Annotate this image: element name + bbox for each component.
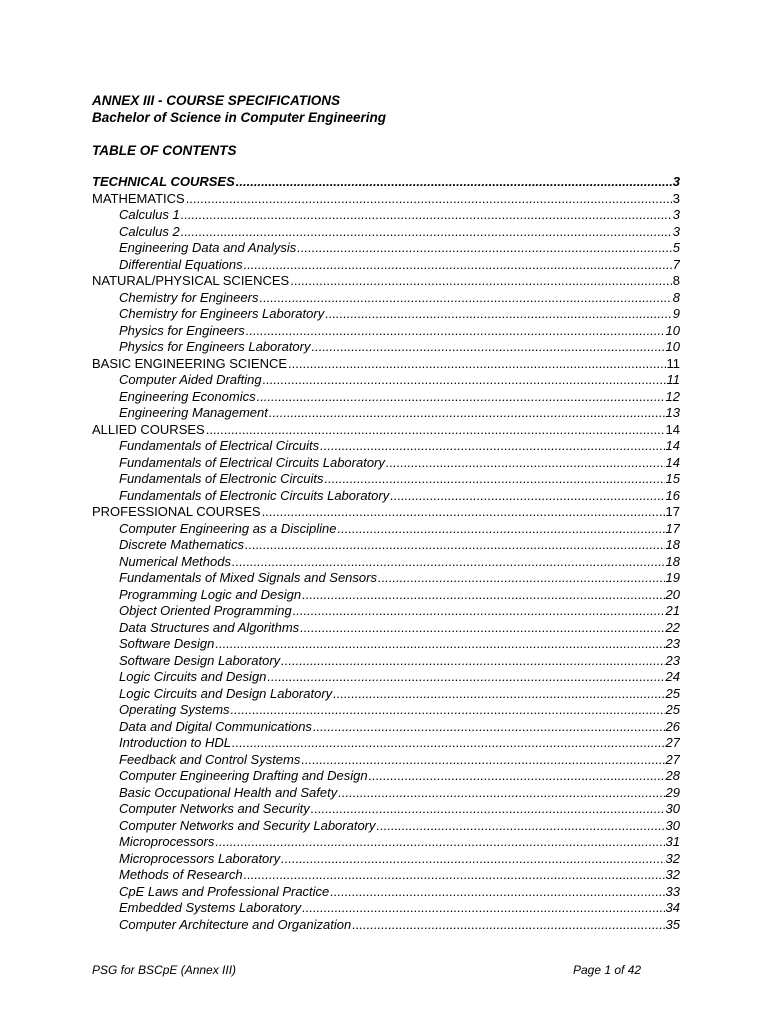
- toc-section[interactable]: [92, 422, 680, 439]
- toc-entry-title: MATHEMATICS: [92, 190, 185, 206]
- toc-entry[interactable]: [92, 306, 680, 323]
- dot-leader: [369, 768, 665, 785]
- toc-entry-title: PROFESSIONAL COURSES: [92, 504, 261, 519]
- dot-leader: [290, 273, 672, 290]
- toc-entry-title: Calculus 2: [119, 223, 180, 239]
- toc-entry-page: 10: [665, 339, 680, 354]
- toc-entry-title: Physics for Engineers Laboratory: [119, 339, 311, 354]
- toc-section[interactable]: [92, 504, 680, 521]
- toc-entry[interactable]: [92, 719, 680, 736]
- toc-entry-title: Feedback and Control Systems: [119, 751, 301, 767]
- toc-entry-page: 27: [665, 751, 680, 767]
- dot-leader: [215, 834, 664, 851]
- toc-entry-title: Data and Digital Communications: [119, 718, 312, 734]
- toc-entry-title: Computer Architecture and Organization: [119, 916, 352, 932]
- toc-entry[interactable]: [92, 570, 680, 587]
- toc-entry-title: Numerical Methods: [119, 553, 231, 569]
- dot-leader: [263, 372, 666, 389]
- toc-entry-title: Computer Engineering Drafting and Design: [119, 768, 368, 783]
- toc-entry-page: 19: [665, 570, 680, 585]
- toc-entry-page: 8: [672, 289, 680, 305]
- dot-leader: [257, 389, 665, 406]
- toc-entry[interactable]: [92, 702, 680, 719]
- toc-entry[interactable]: [92, 801, 680, 818]
- toc-entry[interactable]: [92, 438, 680, 455]
- dot-leader: [215, 636, 664, 653]
- toc-entry-page: 30: [665, 817, 680, 833]
- toc-entry-title: Fundamentals of Electrical Circuits: [119, 438, 320, 453]
- toc-section[interactable]: [92, 356, 680, 373]
- toc-entry-title: Chemistry for Engineers: [119, 289, 259, 305]
- footer-document-label: PSG for BSCpE (Annex III): [92, 963, 237, 977]
- toc-entry-page: 18: [665, 553, 680, 569]
- dot-leader: [302, 900, 664, 917]
- toc-entry[interactable]: [92, 224, 680, 241]
- toc-entry[interactable]: [92, 735, 680, 752]
- toc-entry[interactable]: [92, 339, 680, 356]
- toc-entry[interactable]: [92, 603, 680, 620]
- toc-entry-page: 20: [665, 586, 680, 602]
- toc-entry[interactable]: [92, 537, 680, 554]
- toc-entry-title: Basic Occupational Health and Safety: [119, 784, 338, 800]
- toc-entry-title: Fundamentals of Electronic Circuits: [119, 471, 324, 486]
- toc-entry-page: 35: [665, 916, 680, 932]
- toc-entry-page: 30: [665, 801, 680, 816]
- toc-entry-page: 13: [665, 405, 680, 420]
- program-title: Bachelor of Science in Computer Engineering: [92, 110, 387, 125]
- annex-title: ANNEX III - COURSE SPECIFICATIONS: [92, 93, 341, 108]
- toc-entry-page: 27: [665, 735, 680, 750]
- toc-entry-title: NATURAL/PHYSICAL SCIENCES: [92, 273, 290, 288]
- toc-entry-page: 3: [672, 190, 680, 206]
- toc-entry-page: 23: [665, 636, 680, 651]
- dot-leader: [297, 240, 671, 257]
- toc-entry-title: Logic Circuits and Design Laboratory: [119, 685, 333, 701]
- dot-leader: [231, 702, 665, 719]
- toc-entry-page: 16: [665, 487, 680, 503]
- toc-entry-page: 32: [665, 850, 680, 866]
- toc-entry-title: Engineering Data and Analysis: [119, 240, 297, 255]
- toc-entry-page: 8: [672, 273, 680, 288]
- toc-entry[interactable]: [92, 290, 680, 307]
- dot-leader: [181, 207, 672, 224]
- toc-entry[interactable]: [92, 488, 680, 505]
- toc-top-section[interactable]: [92, 174, 680, 191]
- toc-entry[interactable]: [92, 867, 680, 884]
- dot-leader: [293, 603, 665, 620]
- toc-entry-title: Microprocessors Laboratory: [119, 850, 281, 866]
- toc-entry-page: 17: [665, 504, 680, 519]
- dot-leader: [301, 752, 664, 769]
- toc-entry-page: 22: [665, 619, 680, 635]
- toc-entry-title: Fundamentals of Mixed Signals and Sensors: [119, 570, 377, 585]
- dot-leader: [338, 521, 665, 538]
- toc-entry-page: 18: [665, 537, 680, 552]
- toc-entry-title: Data Structures and Algorithms: [119, 619, 300, 635]
- toc-entry[interactable]: [92, 257, 680, 274]
- toc-entry-page: 7: [672, 256, 680, 272]
- toc-entry-title: Calculus 1: [119, 207, 180, 222]
- toc-entry-title: Operating Systems: [119, 702, 230, 717]
- toc-entry-page: 26: [665, 718, 680, 734]
- toc-entry-title: Introduction to HDL: [119, 735, 232, 750]
- toc-entry-title: Discrete Mathematics: [119, 537, 244, 552]
- toc-entry[interactable]: [92, 686, 680, 703]
- toc-entry[interactable]: [92, 900, 680, 917]
- toc-entry-page: 14: [665, 454, 680, 470]
- toc-entry-page: 10: [665, 322, 680, 338]
- table-of-contents: [92, 174, 680, 933]
- toc-entry-title: TECHNICAL COURSES: [92, 174, 235, 189]
- toc-entry-page: 14: [665, 421, 680, 437]
- toc-entry-page: 14: [665, 438, 680, 453]
- toc-entry-title: Differential Equations: [119, 256, 243, 272]
- toc-entry-title: Physics for Engineers: [119, 322, 245, 338]
- dot-leader: [288, 356, 665, 373]
- dot-leader: [320, 438, 664, 455]
- toc-entry[interactable]: [92, 636, 680, 653]
- toc-entry[interactable]: [92, 834, 680, 851]
- toc-entry-title: Computer Engineering as a Discipline: [119, 520, 337, 536]
- dot-leader: [246, 323, 665, 340]
- dot-leader: [206, 422, 665, 439]
- dot-leader: [181, 224, 672, 241]
- dot-leader: [333, 686, 664, 703]
- toc-entry[interactable]: [92, 768, 680, 785]
- toc-entry[interactable]: [92, 521, 680, 538]
- toc-entry-title: Software Design Laboratory: [119, 652, 281, 668]
- dot-leader: [313, 719, 665, 736]
- toc-entry-title: Computer Networks and Security Laboratory: [119, 817, 376, 833]
- toc-entry-title: Chemistry for Engineers Laboratory: [119, 306, 325, 321]
- toc-entry-page: 33: [665, 883, 680, 899]
- dot-leader: [378, 570, 665, 587]
- toc-entry-page: 25: [665, 702, 680, 717]
- dot-leader: [324, 471, 664, 488]
- toc-entry-page: 31: [665, 834, 680, 849]
- toc-entry[interactable]: [92, 471, 680, 488]
- dot-leader: [390, 488, 664, 505]
- dot-leader: [267, 669, 664, 686]
- toc-entry-page: 25: [665, 685, 680, 701]
- toc-entry-title: Engineering Management: [119, 405, 268, 420]
- toc-entry-title: Fundamentals of Electronic Circuits Laboratory: [119, 487, 390, 503]
- toc-entry[interactable]: [92, 620, 680, 637]
- toc-entry[interactable]: [92, 818, 680, 835]
- dot-leader: [311, 801, 665, 818]
- toc-entry-title: CpE Laws and Professional Practice: [119, 883, 330, 899]
- dot-leader: [311, 339, 664, 356]
- toc-entry[interactable]: [92, 405, 680, 422]
- toc-entry-page: 11: [666, 372, 680, 387]
- toc-entry-title: Software Design: [119, 636, 215, 651]
- dot-leader: [338, 785, 664, 802]
- dot-leader: [281, 653, 664, 670]
- toc-entry-page: 12: [665, 388, 680, 404]
- toc-entry-title: Object Oriented Programming: [119, 603, 292, 618]
- toc-entry-title: ALLIED COURSES: [92, 421, 205, 437]
- toc-entry-page: 23: [665, 652, 680, 668]
- toc-entry-title: Fundamentals of Electrical Circuits Laboratory: [119, 454, 385, 470]
- dot-leader: [259, 290, 671, 307]
- toc-entry-title: Methods of Research: [119, 867, 243, 882]
- toc-entry-title: Logic Circuits and Design: [119, 669, 267, 684]
- toc-heading: TABLE OF CONTENTS: [92, 143, 237, 158]
- dot-leader: [262, 504, 665, 521]
- toc-entry-title: Computer Networks and Security: [119, 801, 310, 816]
- toc-entry[interactable]: [92, 323, 680, 340]
- footer-page-number: Page 1 of 42: [573, 963, 642, 977]
- toc-entry-page: 21: [665, 603, 680, 618]
- toc-entry-title: Embedded Systems Laboratory: [119, 900, 302, 915]
- toc-entry[interactable]: [92, 752, 680, 769]
- dot-leader: [377, 818, 665, 835]
- toc-entry[interactable]: [92, 554, 680, 571]
- toc-entry-title: Computer Aided Drafting: [119, 372, 262, 387]
- toc-entry[interactable]: [92, 785, 680, 802]
- dot-leader: [244, 867, 665, 884]
- toc-entry-page: 15: [665, 471, 680, 486]
- dot-leader: [186, 191, 672, 208]
- toc-section[interactable]: [92, 273, 680, 290]
- toc-entry-page: 3: [672, 207, 680, 222]
- toc-entry-title: Programming Logic and Design: [119, 586, 302, 602]
- toc-section[interactable]: [92, 191, 680, 208]
- toc-entry[interactable]: [92, 455, 680, 472]
- dot-leader: [325, 306, 672, 323]
- toc-entry[interactable]: [92, 669, 680, 686]
- toc-entry[interactable]: [92, 587, 680, 604]
- toc-entry[interactable]: [92, 389, 680, 406]
- toc-entry[interactable]: [92, 884, 680, 901]
- toc-entry[interactable]: [92, 917, 680, 934]
- toc-entry[interactable]: [92, 240, 680, 257]
- dot-leader: [245, 537, 665, 554]
- dot-leader: [386, 455, 665, 472]
- toc-entry[interactable]: [92, 372, 680, 389]
- toc-entry[interactable]: [92, 207, 680, 224]
- toc-entry-page: 29: [665, 784, 680, 800]
- toc-entry-page: 28: [665, 768, 680, 783]
- toc-entry-page: 9: [672, 306, 680, 321]
- dot-leader: [269, 405, 665, 422]
- toc-entry[interactable]: [92, 653, 680, 670]
- dot-leader: [236, 174, 672, 191]
- dot-leader: [244, 257, 672, 274]
- dot-leader: [302, 587, 664, 604]
- dot-leader: [352, 917, 664, 934]
- dot-leader: [232, 735, 665, 752]
- toc-entry-title: Microprocessors: [119, 834, 215, 849]
- dot-leader: [300, 620, 664, 637]
- toc-entry-page: 17: [665, 520, 680, 536]
- toc-entry[interactable]: [92, 851, 680, 868]
- toc-entry-page: 32: [665, 867, 680, 882]
- toc-entry-page: 24: [665, 669, 680, 684]
- toc-entry-title: Engineering Economics: [119, 388, 256, 404]
- toc-entry-title: BASIC ENGINEERING SCIENCE: [92, 355, 288, 371]
- toc-entry-page: 34: [665, 900, 680, 915]
- toc-entry-page: 5: [672, 240, 680, 255]
- dot-leader: [330, 884, 664, 901]
- dot-leader: [232, 554, 665, 571]
- dot-leader: [281, 851, 664, 868]
- toc-entry-page: 3: [672, 174, 680, 189]
- toc-entry-page: 3: [672, 223, 680, 239]
- toc-entry-page: 11: [666, 355, 680, 371]
